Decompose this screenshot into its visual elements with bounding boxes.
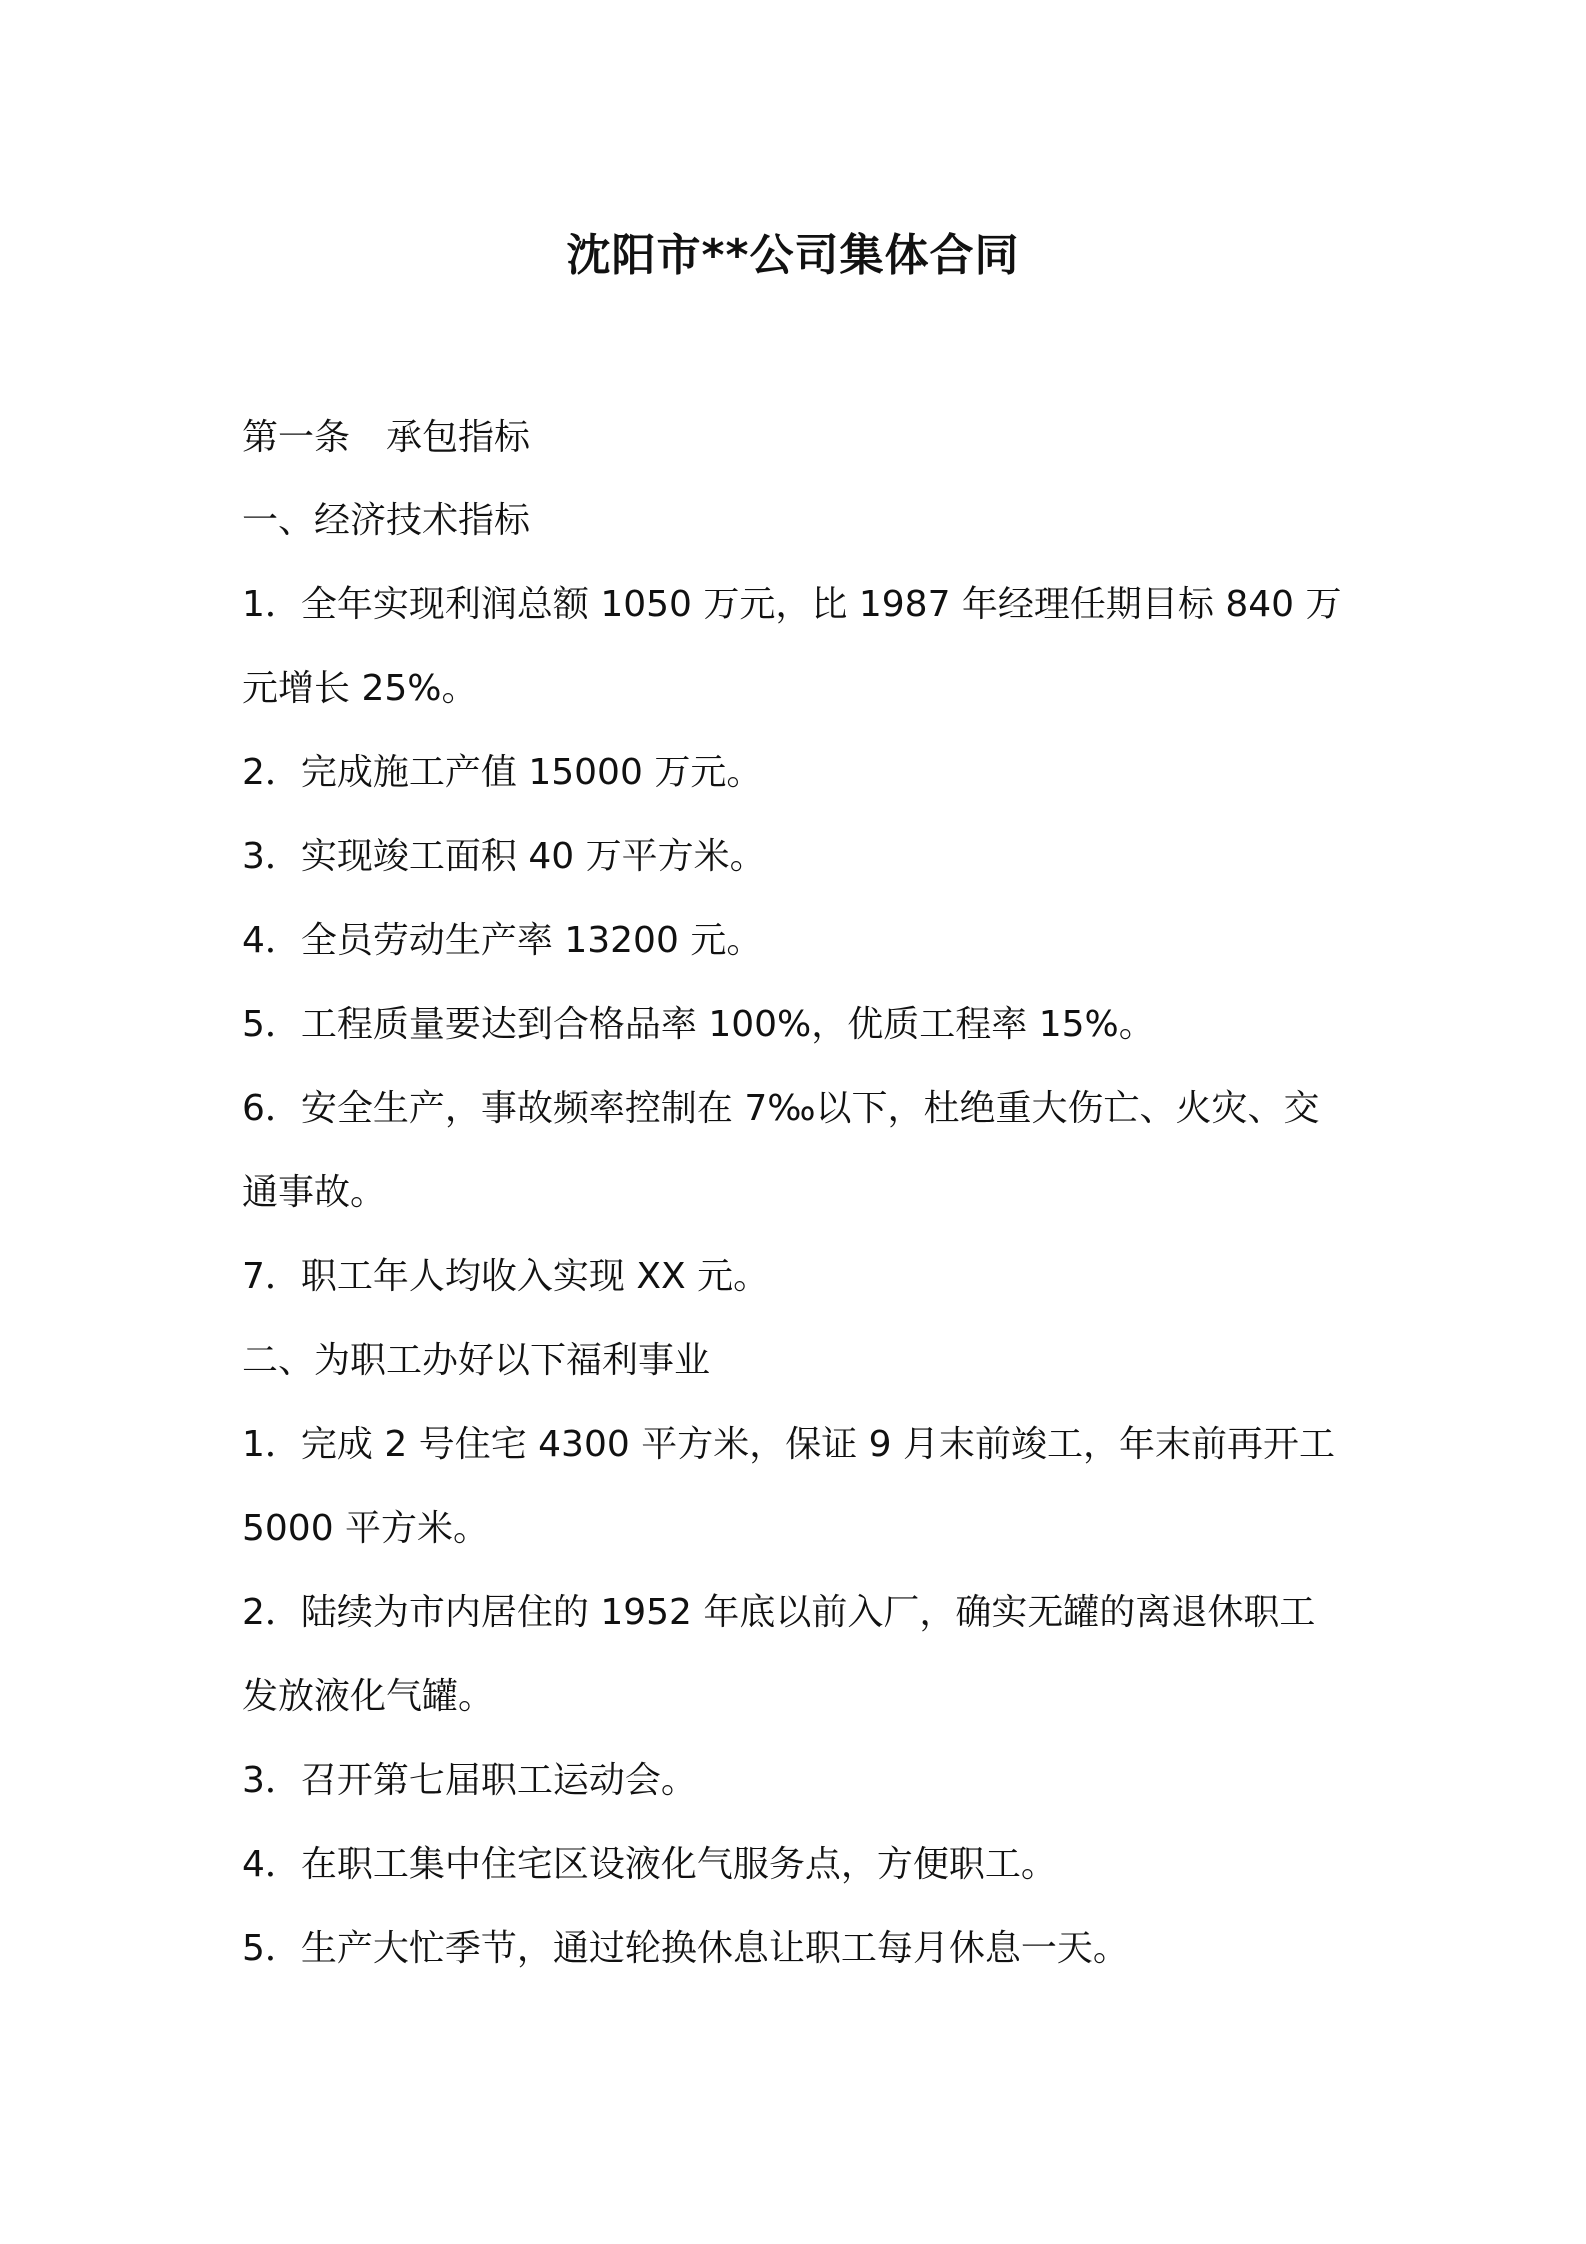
text-line: 7．职工年人均收入实现 XX 元。	[242, 1256, 770, 1297]
text-line: 发放液化气罐。	[242, 1676, 495, 1717]
text-line: 5．工程质量要达到合格品率 100%，优质工程率 15%。	[242, 1004, 1155, 1045]
text-line: 元增长 25%。	[242, 668, 478, 709]
text-line: 1．全年实现利润总额 1050 万元，比 1987 年经理任期目标 840 万	[242, 584, 1342, 625]
text-line: 3．召开第七届职工运动会。	[242, 1760, 697, 1801]
text-line: 3．实现竣工面积 40 万平方米。	[242, 836, 766, 877]
text-line: 1．完成 2 号住宅 4300 平方米，保证 9 月末前竣工，年末前再开工	[242, 1424, 1335, 1465]
text-line: 5000 平方米。	[242, 1508, 490, 1549]
text-line: 6．安全生产，事故频率控制在 7‰以下，杜绝重大伤亡、火灾、交	[242, 1088, 1320, 1129]
text-line: 4．在职工集中住宅区设液化气服务点，方便职工。	[242, 1844, 1057, 1885]
document-title: 沈阳市**公司集体合同	[566, 230, 1020, 281]
text-line: 4．全员劳动生产率 13200 元。	[242, 920, 763, 961]
article-1-heading: 第一条 承包指标	[242, 417, 531, 458]
text-line: 2．完成施工产值 15000 万元。	[242, 752, 763, 793]
text-line: 5．生产大忙季节，通过轮换休息让职工每月休息一天。	[242, 1928, 1129, 1969]
text-line: 通事故。	[242, 1172, 387, 1213]
section-2-heading: 二、为职工办好以下福利事业	[242, 1340, 711, 1381]
section-1-heading: 一、经济技术指标	[242, 500, 531, 541]
text-line: 2．陆续为市内居住的 1952 年底以前入厂，确实无罐的离退休职工	[242, 1592, 1316, 1633]
